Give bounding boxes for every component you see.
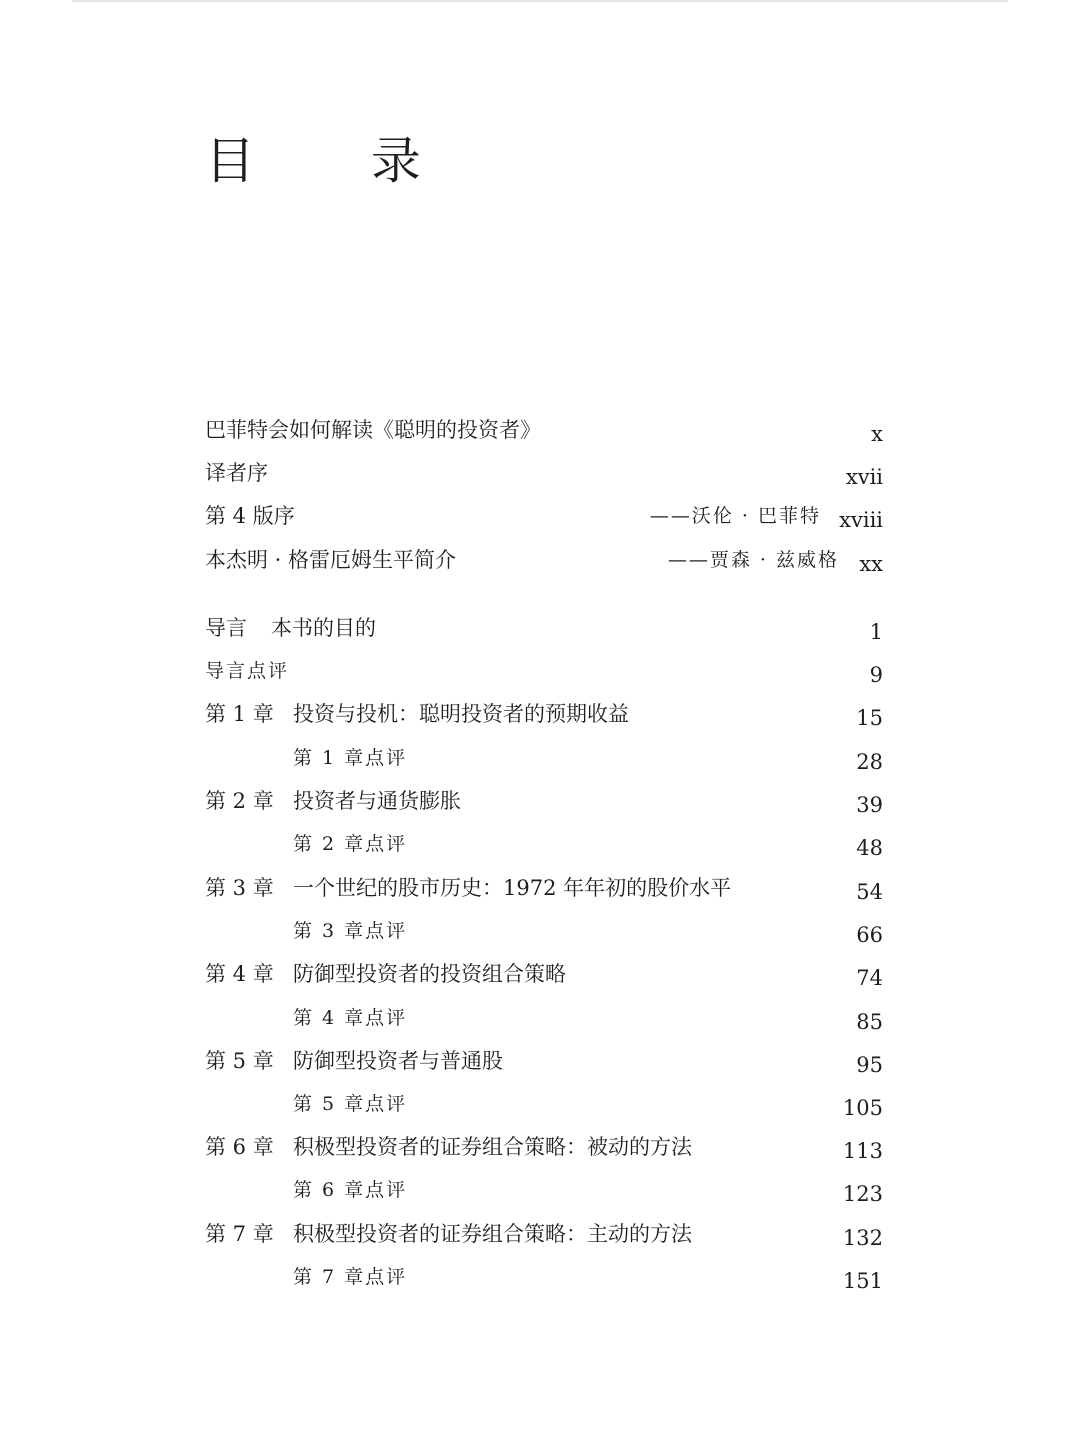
- toc-page-number: 1: [869, 620, 883, 644]
- toc-chapter-label: 第 4 章: [205, 962, 274, 986]
- toc-entry-title: [205, 789, 461, 813]
- toc-entry-title: [205, 1222, 692, 1246]
- toc-entry-introduction[interactable]: [205, 606, 883, 646]
- toc-entry-title: 第 5 章点评: [293, 1093, 408, 1115]
- toc-entry-title: 第 4 章点评: [293, 1007, 408, 1029]
- toc-entry-chapter-7-commentary[interactable]: [205, 1255, 883, 1295]
- toc-entry-title: 巴菲特会如何解读《聪明的投资者》: [205, 418, 541, 442]
- toc-page-number: xvii: [845, 465, 883, 489]
- toc-entry-title: [205, 962, 566, 986]
- toc-chapter-label: 第 3 章: [205, 876, 274, 900]
- toc-page-number: 28: [856, 750, 883, 774]
- top-border-line: [72, 0, 1008, 2]
- page-title: 目 录: [205, 132, 471, 190]
- toc-page-number: 85: [856, 1010, 883, 1034]
- toc-chapter-label: 第 1 章: [205, 702, 274, 726]
- toc-entry-chapter-6[interactable]: [205, 1125, 883, 1165]
- toc-entry-chapter-4[interactable]: [205, 952, 883, 992]
- toc-page-number: 113: [842, 1139, 883, 1163]
- toc-page-number: 123: [842, 1182, 883, 1206]
- toc-entry-chapter-1[interactable]: [205, 692, 883, 732]
- toc-page-number: 132: [842, 1226, 883, 1250]
- toc-chapter-label: 第 5 章: [205, 1049, 274, 1073]
- toc-page-number: 105: [842, 1096, 883, 1120]
- toc-chapter-label: 第 7 章: [205, 1222, 274, 1246]
- toc-entry-title: 第 4 版序: [205, 504, 295, 528]
- toc-chapter-title: 防御型投资者与普通股: [293, 1049, 503, 1073]
- toc-chapter-title: 一个世纪的股市历史：1972 年年初的股价水平: [293, 876, 732, 900]
- toc-entry-chapter-5-commentary[interactable]: [205, 1082, 883, 1122]
- toc-entry-chapter-4-commentary[interactable]: [205, 996, 883, 1036]
- toc-chapter-title: 积极型投资者的证券组合策略：主动的方法: [293, 1222, 692, 1246]
- toc-entry-title: [205, 616, 376, 640]
- toc-entry-title: 第 2 章点评: [293, 833, 408, 855]
- toc-chapter-title: 积极型投资者的证券组合策略：被动的方法: [293, 1135, 692, 1159]
- toc-entry-attribution: ——沃伦 · 巴菲特: [649, 505, 821, 527]
- toc-entry-title: 第 3 章点评: [293, 920, 408, 942]
- toc-entry-title: [205, 1049, 503, 1073]
- toc-entry-fourth-edition-preface[interactable]: [205, 494, 883, 534]
- toc-entry-chapter-2-commentary[interactable]: [205, 822, 883, 862]
- toc-chapter-title: 本书的目的: [271, 616, 376, 640]
- toc-entry-chapter-7[interactable]: [205, 1212, 883, 1252]
- toc-entry-buffett-foreword[interactable]: [205, 408, 883, 448]
- toc-page-number: 54: [856, 880, 883, 904]
- toc-entry-introduction-commentary[interactable]: [205, 649, 883, 689]
- toc-chapter-title: 投资与投机：聪明投资者的预期收益: [293, 702, 629, 726]
- toc-entry-chapter-5[interactable]: [205, 1039, 883, 1079]
- toc-page-number: 151: [842, 1269, 883, 1293]
- toc-entry-translator-preface[interactable]: [205, 451, 883, 491]
- toc-entry-title: [205, 702, 629, 726]
- toc-entry-graham-biography[interactable]: [205, 538, 883, 578]
- toc-page-number: xx: [859, 552, 883, 576]
- toc-page-number: 9: [869, 663, 883, 687]
- toc-page-number: 66: [856, 923, 883, 947]
- toc-entry-attribution: ——贾森 · 兹威格: [667, 549, 839, 571]
- toc-page-number: 15: [856, 706, 883, 730]
- toc-entry-chapter-3-commentary[interactable]: [205, 909, 883, 949]
- toc-entry-chapter-2[interactable]: [205, 779, 883, 819]
- toc-chapter-title: 投资者与通货膨胀: [293, 789, 461, 813]
- toc-page-number: x: [871, 422, 883, 446]
- toc-entry-title: 本杰明 · 格雷厄姆生平简介: [205, 548, 457, 572]
- toc-chapter-label: 第 6 章: [205, 1135, 274, 1159]
- toc-entry-title: 第 6 章点评: [293, 1179, 408, 1201]
- toc-entry-title: [205, 876, 731, 900]
- toc-chapter-title: 防御型投资者的投资组合策略: [293, 962, 566, 986]
- toc-entry-chapter-1-commentary[interactable]: [205, 736, 883, 776]
- toc-entry-title: 导言点评: [205, 660, 290, 682]
- toc-entry-title: 译者序: [205, 461, 268, 485]
- toc-entry-chapter-3[interactable]: [205, 866, 883, 906]
- toc-chapter-label: 第 2 章: [205, 789, 274, 813]
- toc-page-number: xviii: [839, 508, 883, 532]
- toc-entry-title: 第 1 章点评: [293, 747, 408, 769]
- toc-entry-title: 第 7 章点评: [293, 1266, 408, 1288]
- toc-entry-chapter-6-commentary[interactable]: [205, 1168, 883, 1208]
- toc-chapter-label: 导言: [205, 616, 247, 640]
- toc-entry-title: [205, 1135, 692, 1159]
- toc-page-number: 48: [856, 836, 883, 860]
- toc-page-number: 74: [856, 966, 883, 990]
- toc-page-number: 39: [856, 793, 883, 817]
- toc-page-number: 95: [856, 1053, 883, 1077]
